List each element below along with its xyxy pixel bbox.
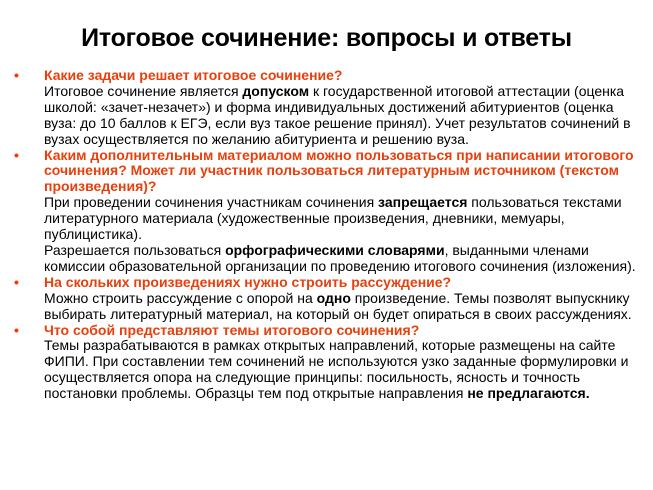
answer-segment: пользоваться текстами литературного материала (художественные произведения, дневники, мемуары, публицистика).	[44, 194, 622, 243]
bullet-icon: •	[14, 273, 19, 290]
answer-segment: произведение. Темы позволят выпускнику выбирать литературный материал, на который он будет опираться в своих рассуждениях.	[44, 289, 632, 322]
answer-text	[44, 84, 642, 148]
bullet-icon: •	[14, 146, 19, 163]
answer-segment: к государственной итоговой аттестации (оценка школой: «зачет-незачет») и форма индивидуальных достижений абитуриентов (оценка вуза: до 10 баллов к ЕГЭ, если вуз такое решение принял). Учет результатов сочинений в вузах осуществляется по желанию абитуриента и решению вуза.	[44, 82, 631, 147]
answer-emphasis: одно	[316, 289, 351, 306]
question-text: Каким дополнительным материалом можно пользоваться при написании итогового сочинения? Может ли участник пользоваться литературным источником (текстом произведения)?	[44, 146, 634, 195]
answer-text	[44, 291, 642, 323]
answer-segment: Темы разрабатываются в рамках открытых направлений, которые размещены на сайте ФИПИ. При составлении тем сочинений не используются узко заданные формулировки и осуществляется опора на следующие принципы: посильность, ясность и точность постановки проблемы. Образцы тем под открытые направления	[44, 337, 629, 402]
answer-segment: Можно строить рассуждение с опорой на	[44, 289, 317, 306]
answer-segment: При проведении сочинения участникам сочинения	[44, 194, 379, 211]
bullet-icon: •	[14, 67, 19, 83]
answer-text	[44, 338, 642, 402]
answer-emphasis: не предлагаются.	[467, 385, 590, 402]
answer-segment: , выданными членами комиссии образовательной организации по проведению итогового сочинения (изложения).	[44, 241, 636, 274]
question-text: Какие задачи решает итоговое сочинение?	[44, 67, 343, 83]
qa-item	[14, 323, 642, 403]
answer-text	[44, 195, 642, 275]
question-text: На скольких произведениях нужно строить рассуждение?	[44, 273, 452, 290]
qa-item	[14, 275, 642, 323]
answer-segment: Итоговое сочинение является	[44, 82, 243, 99]
qa-list	[14, 68, 642, 402]
qa-item	[14, 148, 642, 275]
answer-segment: Разрешается пользоваться	[44, 241, 226, 258]
question-text: Что собой представляют темы итогового сочинения?	[44, 321, 420, 338]
answer-emphasis: допуском	[242, 82, 310, 99]
page-title: Итоговое сочинение: вопросы и ответы	[81, 24, 572, 52]
qa-item	[14, 68, 642, 148]
answer-emphasis: орфографическими словарями	[225, 241, 445, 258]
answer-emphasis: запрещается	[378, 194, 468, 211]
bullet-icon: •	[14, 321, 19, 338]
